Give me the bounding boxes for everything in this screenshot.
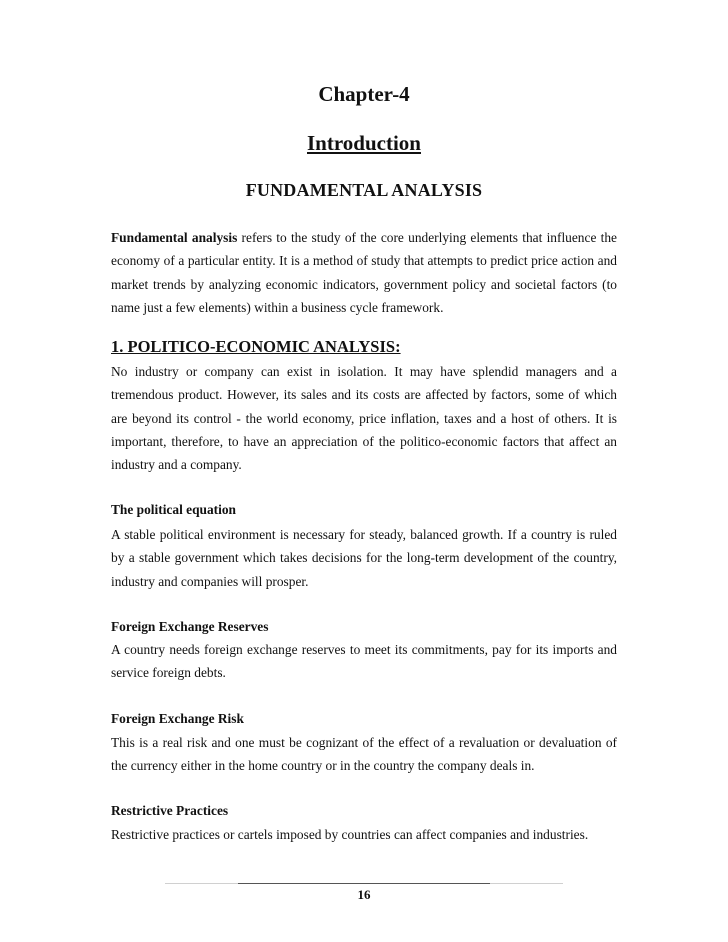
- intro-paragraph: [111, 226, 617, 319]
- chapter-title: Chapter-4: [318, 82, 410, 106]
- subsection-text-fx-reserves: A country needs foreign exchange reserves to meet its commitments, pay for its imports and service foreign debts.: [111, 642, 617, 681]
- intro-body: refers to the study of the core underlying elements that influence the economy of a particular entity. It is a method of study that attempts to predict price action and market trends by analyzing economic indicators, government policy and societal factors (to name just a few elements) within a business cycle framework.: [111, 230, 618, 315]
- footer-divider-accent: [238, 883, 490, 884]
- topic-title: FUNDAMENTAL ANALYSIS: [245, 180, 483, 200]
- subsection-heading-political: The political equation: [111, 502, 236, 517]
- subsection-text-restrictive: Restrictive practices or cartels imposed by countries can affect companies and industries.: [111, 827, 589, 842]
- subsection-heading-fx-reserves: Foreign Exchange Reserves: [111, 619, 269, 634]
- section1-paragraph: No industry or company can exist in isolation. It may have splendid managers and a tremendous product. However, its sales and its costs are affected by factors, some of which are beyond its control - the world economy, price inflation, taxes and a host of others. It is important, therefore, to have an appreciation of the politico-economic factors that affect an industry and a company.: [111, 364, 617, 473]
- page-number: 16: [357, 887, 371, 902]
- subsection-text-fx-risk: This is a real risk and one must be cognizant of the effect of a revaluation or devaluation of the currency either in the home country or in the country the company deals in.: [111, 735, 617, 774]
- subsection-text-political: A stable political environment is necessary for steady, balanced growth. If a country is ruled by a stable government which takes decisions for the long-term development of the country, industry and companies will prosper.: [111, 527, 617, 589]
- intro-lead-term: Fundamental analysis: [111, 230, 238, 245]
- subsection-heading-restrictive: Restrictive Practices: [111, 803, 229, 818]
- subsection-heading-fx-risk: Foreign Exchange Risk: [111, 711, 244, 726]
- section-title: Introduction: [307, 131, 421, 155]
- section1-heading: 1. POLITICO-ECONOMIC ANALYSIS:: [111, 337, 401, 356]
